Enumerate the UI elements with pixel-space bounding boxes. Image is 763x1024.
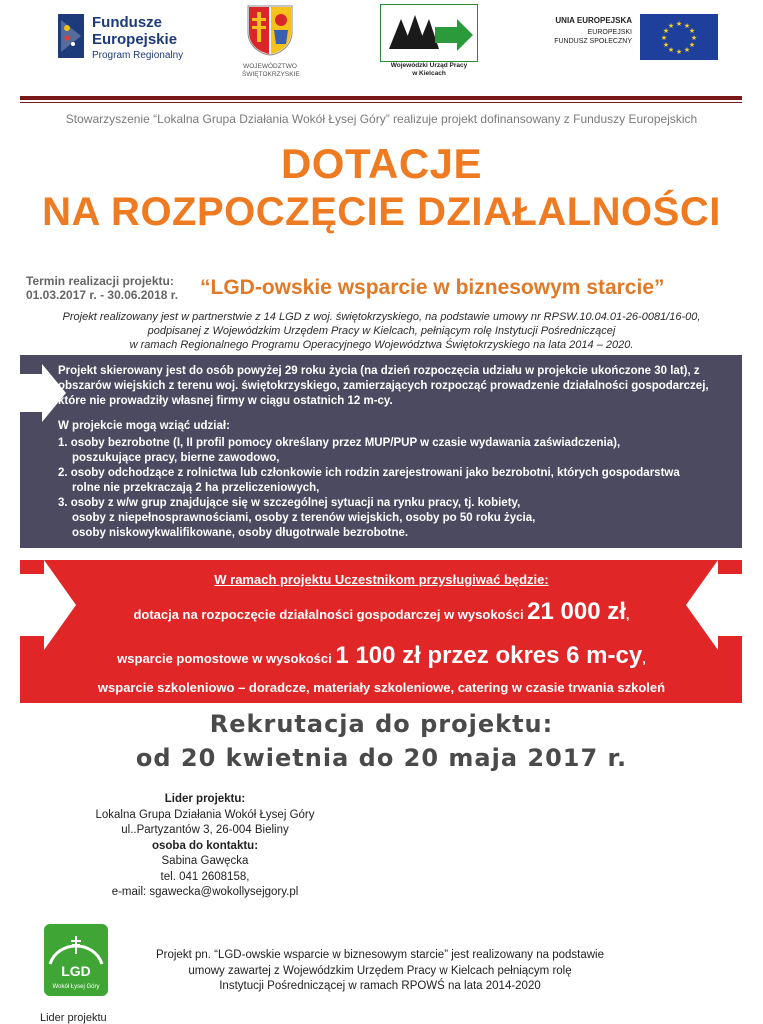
footer-line: Projekt pn. “LGD-owskie wsparcie w biznesowym starcie” jest realizowany na podstawie — [155, 949, 605, 961]
leader-name: Lokalna Grupa Działania Wokół Łysej Góry — [95, 808, 315, 821]
svg-text:★: ★ — [683, 22, 691, 30]
benefit-bridge-amount: 1 100 zł przez okres 6 m-cy — [335, 642, 643, 669]
benefit-grant-text: dotacja na rozpoczęcie działalności gospodarczej w wysokości — [133, 607, 528, 622]
sw-caption-1: WOJEWÓDZTWO — [243, 63, 297, 70]
svg-text:★: ★ — [660, 34, 668, 42]
contact-label: osoba do kontaktu: — [151, 839, 259, 852]
eligibility-item: 2. osoby odchodzące z rolnictwa lub członkowie ich rodzin zarejestrowani jako bezrobotni, których gospodarstwa — [58, 467, 680, 479]
benefit-training-line — [0, 679, 763, 697]
sw-caption-2: ŚWIĘTOKRZYSKIE — [242, 71, 300, 78]
footer-line: umowy zawartej z Wojewódzkim Urzędem Pracy w Kielcach pełniącym rolę — [188, 964, 572, 977]
fundusze-europejskie-logo — [58, 12, 208, 64]
eligibility-item: 1. osoby bezrobotne (I, II profil pomocy określany przez MUP/PUP w czasie wydawania zaświadczenia), — [58, 437, 621, 449]
unia-europejska-logo — [540, 14, 730, 64]
svg-text:★: ★ — [675, 48, 683, 56]
benefit-grant-suffix: , — [625, 607, 630, 622]
eligibility-item: 3. osoby z w/w grup znajdujące się w szczególnej sytuacji na rynku pracy, tj. kobiety, — [58, 497, 521, 509]
fundusze-europejskie-mark-icon — [58, 14, 84, 58]
benefits-heading-colon: : — [544, 572, 549, 587]
eu-flag-icon — [640, 14, 718, 60]
eligibility-intro: Projekt skierowany jest do osób powyżej 29 roku życia (na dzień rozpoczęcia udziału w projekcie ukończone 30 lat), z obszarów wiejskich z terenu woj. świętokrzyskiego, zamierzających rozpocząć prowadzenie działalności gospodarczej, które nie prowadziły własnej firmy w ciągu ostatnich 12 m-cy. — [58, 365, 709, 407]
svg-text:★: ★ — [667, 22, 675, 30]
coat-of-arms-icon — [246, 4, 294, 56]
leader-address: ul..Partyzantów 3, 26-004 Bieliny — [121, 824, 289, 836]
fe-line1: Fundusze — [92, 14, 162, 31]
svg-text:★: ★ — [688, 41, 696, 49]
footer-line: Instytucji Pośredniczącej w ramach RPOWŚ na lata 2014-2020 — [219, 980, 541, 992]
eligibility-item: rolne nie przekraczają 2 ha przeliczeniowych, — [72, 482, 320, 494]
svg-text:★: ★ — [675, 20, 683, 28]
eligibility-item: osoby niskowykwalifikowane, osoby długotrwale bezrobotne. — [72, 527, 409, 539]
ue-line1: UNIA EUROPEJSKA — [555, 16, 632, 25]
ue-line2: EUROPEJSKI — [587, 29, 632, 36]
lgd-logo-subtext: Wokół Łysej Góry — [52, 984, 100, 990]
svg-text:★: ★ — [683, 46, 691, 54]
wup-caption-1: Wojewódzki Urząd Pracy — [390, 62, 468, 69]
benefit-training-text: wsparcie szkoleniowo – doradcze, materiały szkoleniowe, catering w czasie trwania szkoleń — [97, 680, 666, 695]
term-label: Termin realizacji projektu: — [26, 274, 174, 288]
benefit-bridge-suffix: , — [642, 651, 646, 666]
top-rule-thin — [20, 102, 742, 103]
benefit-bridge-line — [0, 642, 763, 670]
top-rule-thick — [20, 96, 742, 100]
leader-label: Lider projektu: — [164, 793, 246, 805]
benefits-heading-text: W ramach projektu Uczestnikom przysługiwać będzie — [214, 572, 545, 587]
info-line-3: w ramach Regionalnego Programu Operacyjnego Województwa Świętokrzyskiego na lata 2014 – 2020. — [129, 339, 634, 351]
benefit-grant-amount: 21 000 zł — [527, 598, 626, 625]
title-line-1: DOTACJE — [280, 140, 483, 187]
term-dates: 01.03.2017 r. - 30.06.2018 r. — [26, 288, 179, 302]
svg-text:★: ★ — [688, 27, 696, 35]
benefit-grant-line — [0, 598, 763, 626]
fe-line3: Program Regionalny — [92, 50, 184, 61]
project-name: “LGD-owskie wsparcie w biznesowym starcie” — [200, 276, 665, 299]
contact-block — [60, 792, 350, 901]
recruitment-title: Rekrutacja do projektu: — [209, 710, 554, 738]
contact-phone: tel. 041 2608158, — [160, 870, 250, 883]
organization-line: Stowarzyszenie “Lokalna Grupa Działania Wokół Łysej Góry” realizuje projekt dofinansowany z Funduszy Europejskich — [65, 112, 698, 126]
footer-text — [120, 948, 640, 995]
wup-kielce-logo — [378, 2, 480, 82]
svg-text:★: ★ — [690, 34, 698, 42]
wup-arrow-icon — [381, 5, 477, 61]
eligibility-heading: W projekcie mogą wziąć udział: — [58, 420, 230, 432]
lgd-logo-text: LGD — [61, 963, 91, 979]
recruitment-dates: od 20 kwietnia do 20 maja 2017 r. — [135, 744, 628, 772]
title-line-2: NA ROZPOCZĘCIE DZIAŁALNOŚCI — [42, 190, 721, 234]
benefits-heading — [0, 572, 763, 587]
wojewodztwo-swietokrzyskie-logo — [242, 4, 298, 80]
lgd-logo — [44, 924, 108, 996]
wup-caption-2: w Kielcach — [412, 70, 446, 77]
eligibility-item: poszukujące pracy, bierne zawodowo, — [72, 452, 280, 464]
eligibility-item: osoby z niepełnosprawnościami, osoby z terenów wiejskich, osoby po 50 roku życia, — [72, 512, 536, 524]
benefit-bridge-text: wsparcie pomostowe w wysokości — [117, 651, 336, 666]
lgd-caption: Lider projektu — [40, 1012, 107, 1024]
svg-text:★: ★ — [662, 41, 670, 49]
svg-text:★: ★ — [667, 46, 675, 54]
contact-person: Sabina Gawęcka — [161, 855, 249, 867]
contact-email[interactable]: e-mail: sgawecka@wokollysejgory.pl — [111, 886, 299, 898]
svg-text:★: ★ — [662, 27, 670, 35]
ue-line3: FUNDUSZ SPOŁECZNY — [554, 38, 632, 45]
fe-line2: Europejskie — [92, 31, 178, 48]
info-line-1: Projekt realizowany jest w partnerstwie z 14 LGD z woj. świętokrzyskiego, na podstawie umowy nr RPSW.10.04.01-26-0081/16-00, — [62, 311, 701, 323]
info-line-2: podpisanej z Wojewódzkim Urzędem Pracy w Kielcach, pełniącym rolę Instytucji Pośredniczącej — [147, 325, 616, 337]
